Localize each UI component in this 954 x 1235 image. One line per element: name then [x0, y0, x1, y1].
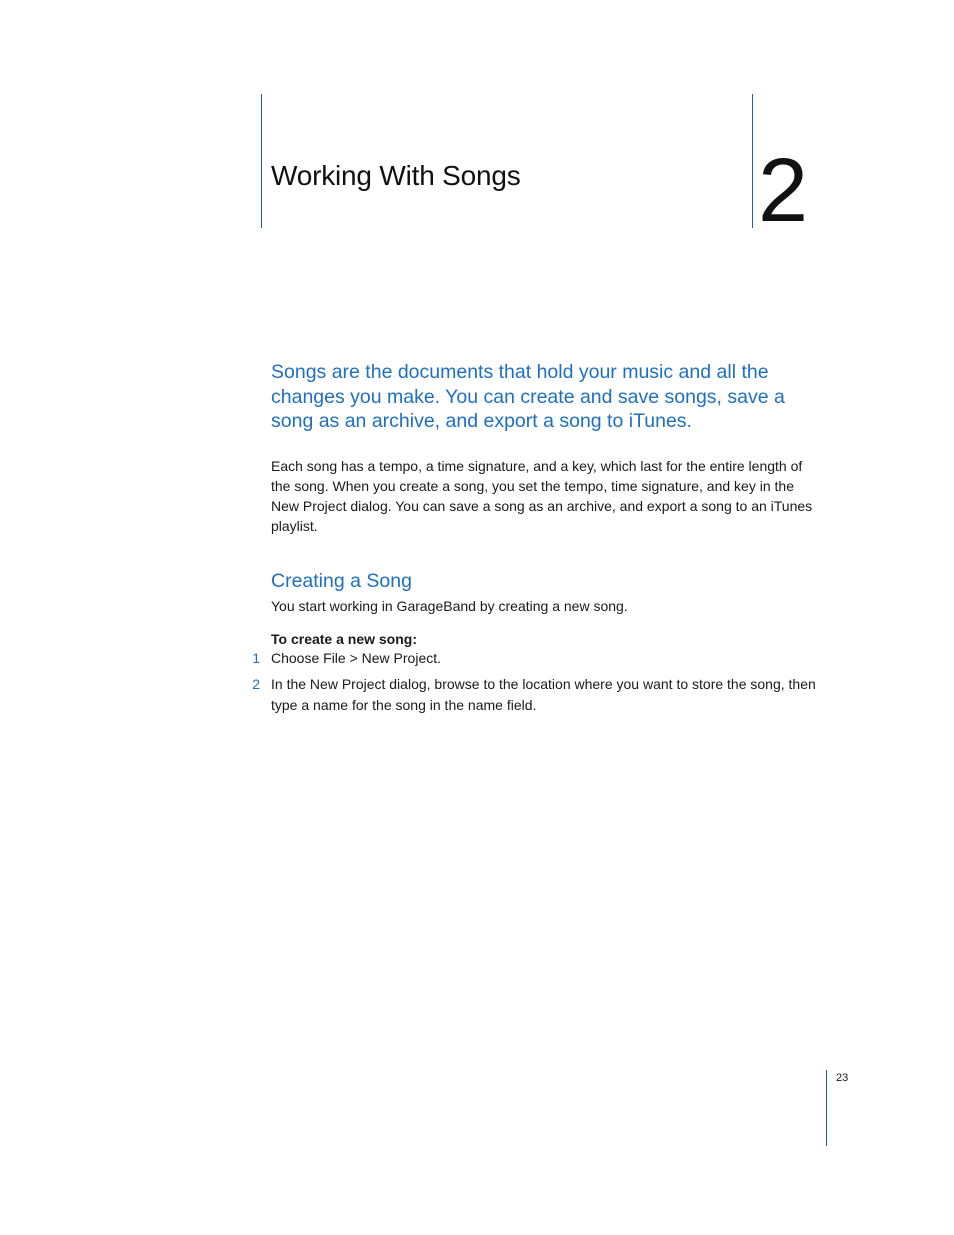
- step-number: 2: [252, 676, 260, 692]
- section-heading: Creating a Song: [271, 570, 412, 592]
- step-text: Choose File > New Project.: [271, 650, 442, 666]
- step-text: In the New Project dialog, browse to the location where you want to store the song, then type a name for the song in the name field.: [271, 676, 816, 713]
- body-paragraph: Each song has a tempo, a time signature, and a key, which last for the entire length of the song. When you create a song, you set the tempo, time signature, and key in the New Project dialog. You can save a song as an archive, and export a song to an iTunes playlist.: [271, 458, 813, 534]
- task-label: To create a new song:: [271, 631, 417, 647]
- chapter-rule-right: [752, 94, 753, 228]
- chapter-rule-left: [261, 94, 262, 228]
- chapter-intro: Songs are the documents that hold your music and all the changes you make. You can create and save songs, save a song as an archive, and export a song to iTunes.: [271, 361, 785, 432]
- page-number: 23: [836, 1072, 849, 1084]
- chapter-title: Working With Songs: [271, 160, 521, 191]
- footer-rule: [826, 1070, 827, 1146]
- step-number: 1: [252, 650, 260, 666]
- chapter-number: 2: [758, 141, 809, 241]
- section-paragraph: You start working in GarageBand by creating a new song.: [271, 598, 628, 614]
